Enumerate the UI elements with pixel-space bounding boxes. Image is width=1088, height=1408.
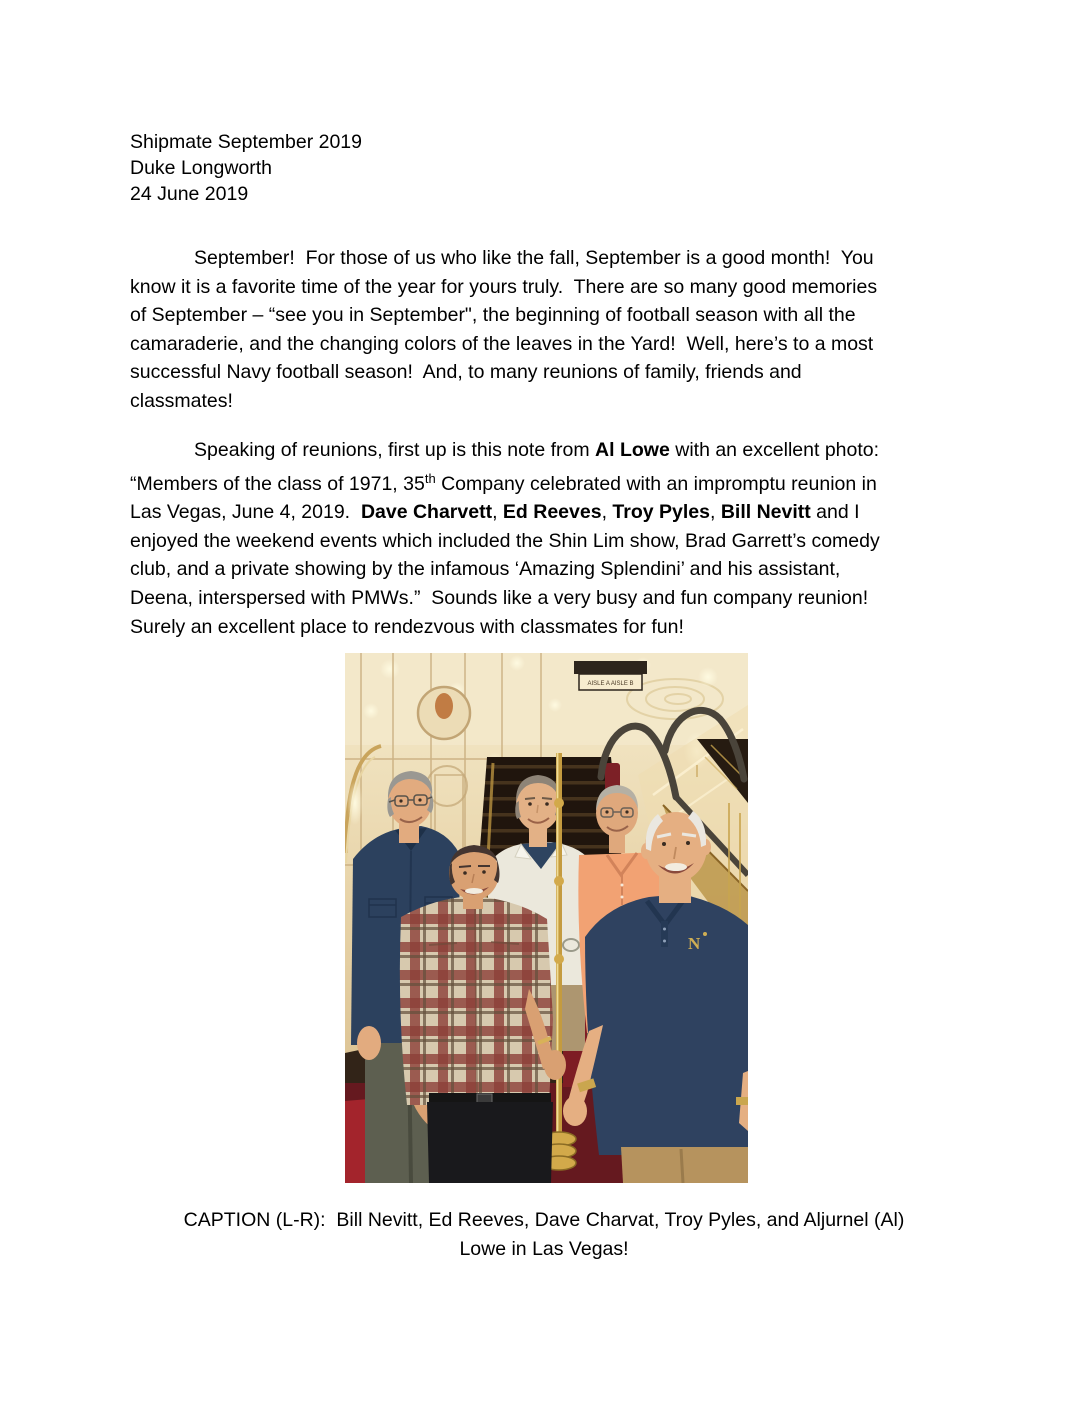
text-line bbox=[130, 498, 970, 527]
text-run-bold: Al Lowe bbox=[595, 439, 670, 461]
text-line: successful Navy football season! And, to many reunions of family, friends and bbox=[130, 361, 802, 384]
text-run: Company celebrated with an impromptu reunion in bbox=[435, 472, 877, 495]
ceiling bbox=[345, 653, 748, 745]
text-run: Speaking of reunions, first up is this note from bbox=[194, 439, 596, 461]
text-run-bold: Bill Nevitt bbox=[720, 501, 811, 524]
text-line: of September – “see you in September", the beginning of football season with all the bbox=[130, 304, 856, 327]
paragraph-2 bbox=[130, 436, 970, 641]
text-line: Deena, interspersed with PMWs.” Sounds like a very busy and fun company reunion! bbox=[130, 586, 869, 609]
text-run-bold: Troy Pyles bbox=[612, 501, 710, 524]
text-run: “Members of the class of 1971, 35 bbox=[130, 472, 425, 495]
document-header bbox=[130, 130, 362, 207]
text-line: enjoyed the weekend events which included the Shin Lim show, Brad Garrett’s comedy bbox=[130, 529, 880, 552]
text-run-bold: Dave Charvett bbox=[360, 501, 493, 524]
paragraph-1 bbox=[130, 244, 970, 416]
header-line: 24 June 2019 bbox=[130, 182, 249, 205]
reunion-photo-image bbox=[345, 653, 748, 1183]
text-run: , bbox=[709, 501, 721, 524]
text-line bbox=[130, 465, 970, 499]
text-line: camaraderie, and the changing colors of the leaves in the Yard! Well, here’s to a most bbox=[130, 332, 874, 355]
photo-caption bbox=[64, 1206, 1024, 1263]
text-run: with an excellent photo: bbox=[669, 439, 880, 461]
header-line: Shipmate September 2019 bbox=[130, 131, 362, 153]
text-run-superscript: th bbox=[424, 470, 436, 486]
text-run: , bbox=[601, 501, 613, 524]
text-line: know it is a favorite time of the year for yours truly. There are so many good memories bbox=[130, 275, 878, 298]
caption-line: Lowe in Las Vegas! bbox=[459, 1237, 629, 1260]
text-line: classmates! bbox=[130, 389, 233, 412]
text-run-bold: Ed Reeves bbox=[502, 501, 602, 524]
text-line: Surely an excellent place to rendezvous with classmates for fun! bbox=[130, 615, 684, 638]
aisle-sign bbox=[574, 661, 647, 690]
text-run: and I bbox=[810, 501, 860, 524]
svg-text:N: N bbox=[688, 934, 701, 953]
text-line bbox=[130, 436, 970, 465]
text-run: Las Vegas, June 4, 2019. bbox=[130, 501, 361, 524]
aisle-sign-text: AISLE A AISLE B bbox=[587, 681, 634, 687]
caption-line: CAPTION (L-R): Bill Nevitt, Ed Reeves, Dave Charvat, Troy Pyles, and Aljurnel (Al) bbox=[183, 1209, 905, 1231]
reunion-photo bbox=[345, 653, 748, 1183]
text-line: September! For those of us who like the fall, September is a good month! You bbox=[194, 247, 874, 269]
text-run: , bbox=[492, 501, 503, 524]
text-line: club, and a private showing by the infamous ‘Amazing Splendini’ and his assistant, bbox=[130, 558, 841, 581]
header-line: Duke Longworth bbox=[130, 156, 273, 179]
